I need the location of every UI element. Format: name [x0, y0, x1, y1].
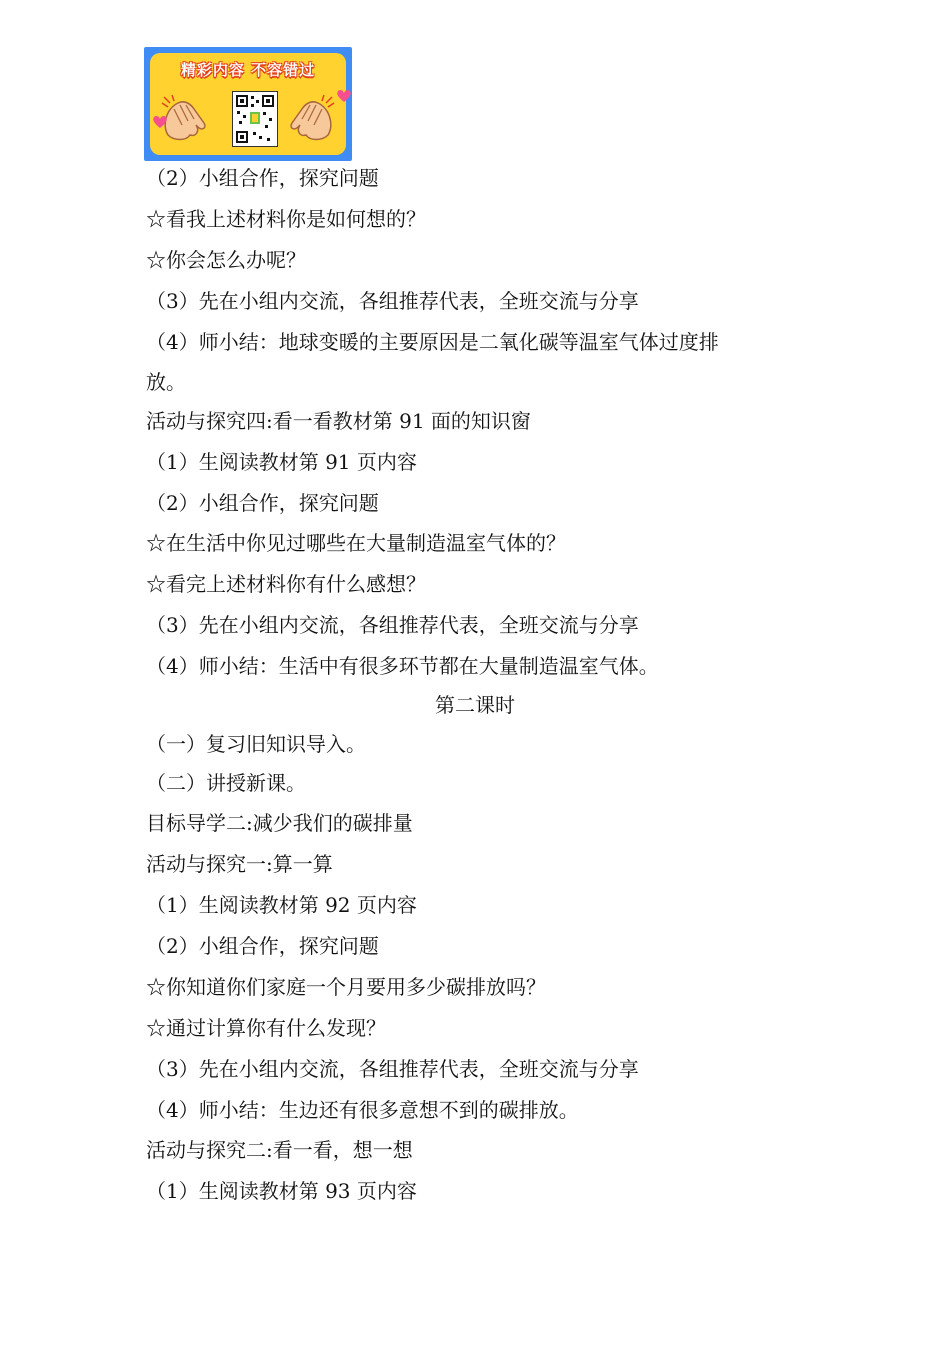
text-line: 放。 [146, 370, 186, 394]
text-line: （1）生阅读教材第 92 页内容 [146, 893, 417, 917]
banner-title: 精彩内容 不容错过 [180, 61, 316, 79]
text-line: （4）师小结：生边还有很多意想不到的碳排放。 [146, 1098, 579, 1122]
heart-icon [152, 115, 168, 129]
text-line: （一）复习旧知识导入。 [146, 732, 366, 756]
clapping-hand-icon [286, 95, 336, 143]
text-line: （1）生阅读教材第 93 页内容 [146, 1179, 417, 1203]
text-line: （3）先在小组内交流，各组推荐代表，全班交流与分享 [146, 613, 639, 637]
text-line: （2）小组合作，探究问题 [146, 491, 379, 515]
lesson-title: 第二课时 [435, 693, 515, 717]
text-line: （4）师小结：地球变暖的主要原因是二氧化碳等温室气体过度排 [146, 330, 719, 354]
promo-banner[interactable] [144, 47, 352, 161]
text-line: ☆在生活中你见过哪些在大量制造温室气体的？ [146, 531, 566, 555]
text-line: （二）讲授新课。 [146, 771, 306, 795]
text-line: （3）先在小组内交流，各组推荐代表，全班交流与分享 [146, 1057, 639, 1081]
text-line: （4）师小结：生活中有很多环节都在大量制造温室气体。 [146, 654, 659, 678]
section-heading: 目标导学二:减少我们的碳排量 [146, 811, 413, 835]
text-line: （2）小组合作，探究问题 [146, 166, 379, 190]
section-heading: 活动与探究二:看一看，想一想 [146, 1138, 413, 1162]
text-line: ☆通过计算你有什么发现？ [146, 1016, 386, 1040]
text-line: （2）小组合作，探究问题 [146, 934, 379, 958]
heart-icon [336, 89, 352, 103]
banner-background [150, 53, 346, 155]
section-heading: 活动与探究一:算一算 [146, 852, 333, 876]
text-line: ☆看我上述材料你是如何想的？ [146, 207, 426, 231]
text-line: ☆你知道你们家庭一个月要用多少碳排放吗？ [146, 975, 546, 999]
text-line: （3）先在小组内交流，各组推荐代表，全班交流与分享 [146, 289, 639, 313]
text-line: （1）生阅读教材第 91 页内容 [146, 450, 417, 474]
section-heading: 活动与探究四:看一看教材第 91 面的知识窗 [146, 409, 531, 433]
text-line: ☆看完上述材料你有什么感想？ [146, 572, 426, 596]
qr-code-icon [232, 91, 278, 147]
text-line: ☆你会怎么办呢？ [146, 248, 306, 272]
